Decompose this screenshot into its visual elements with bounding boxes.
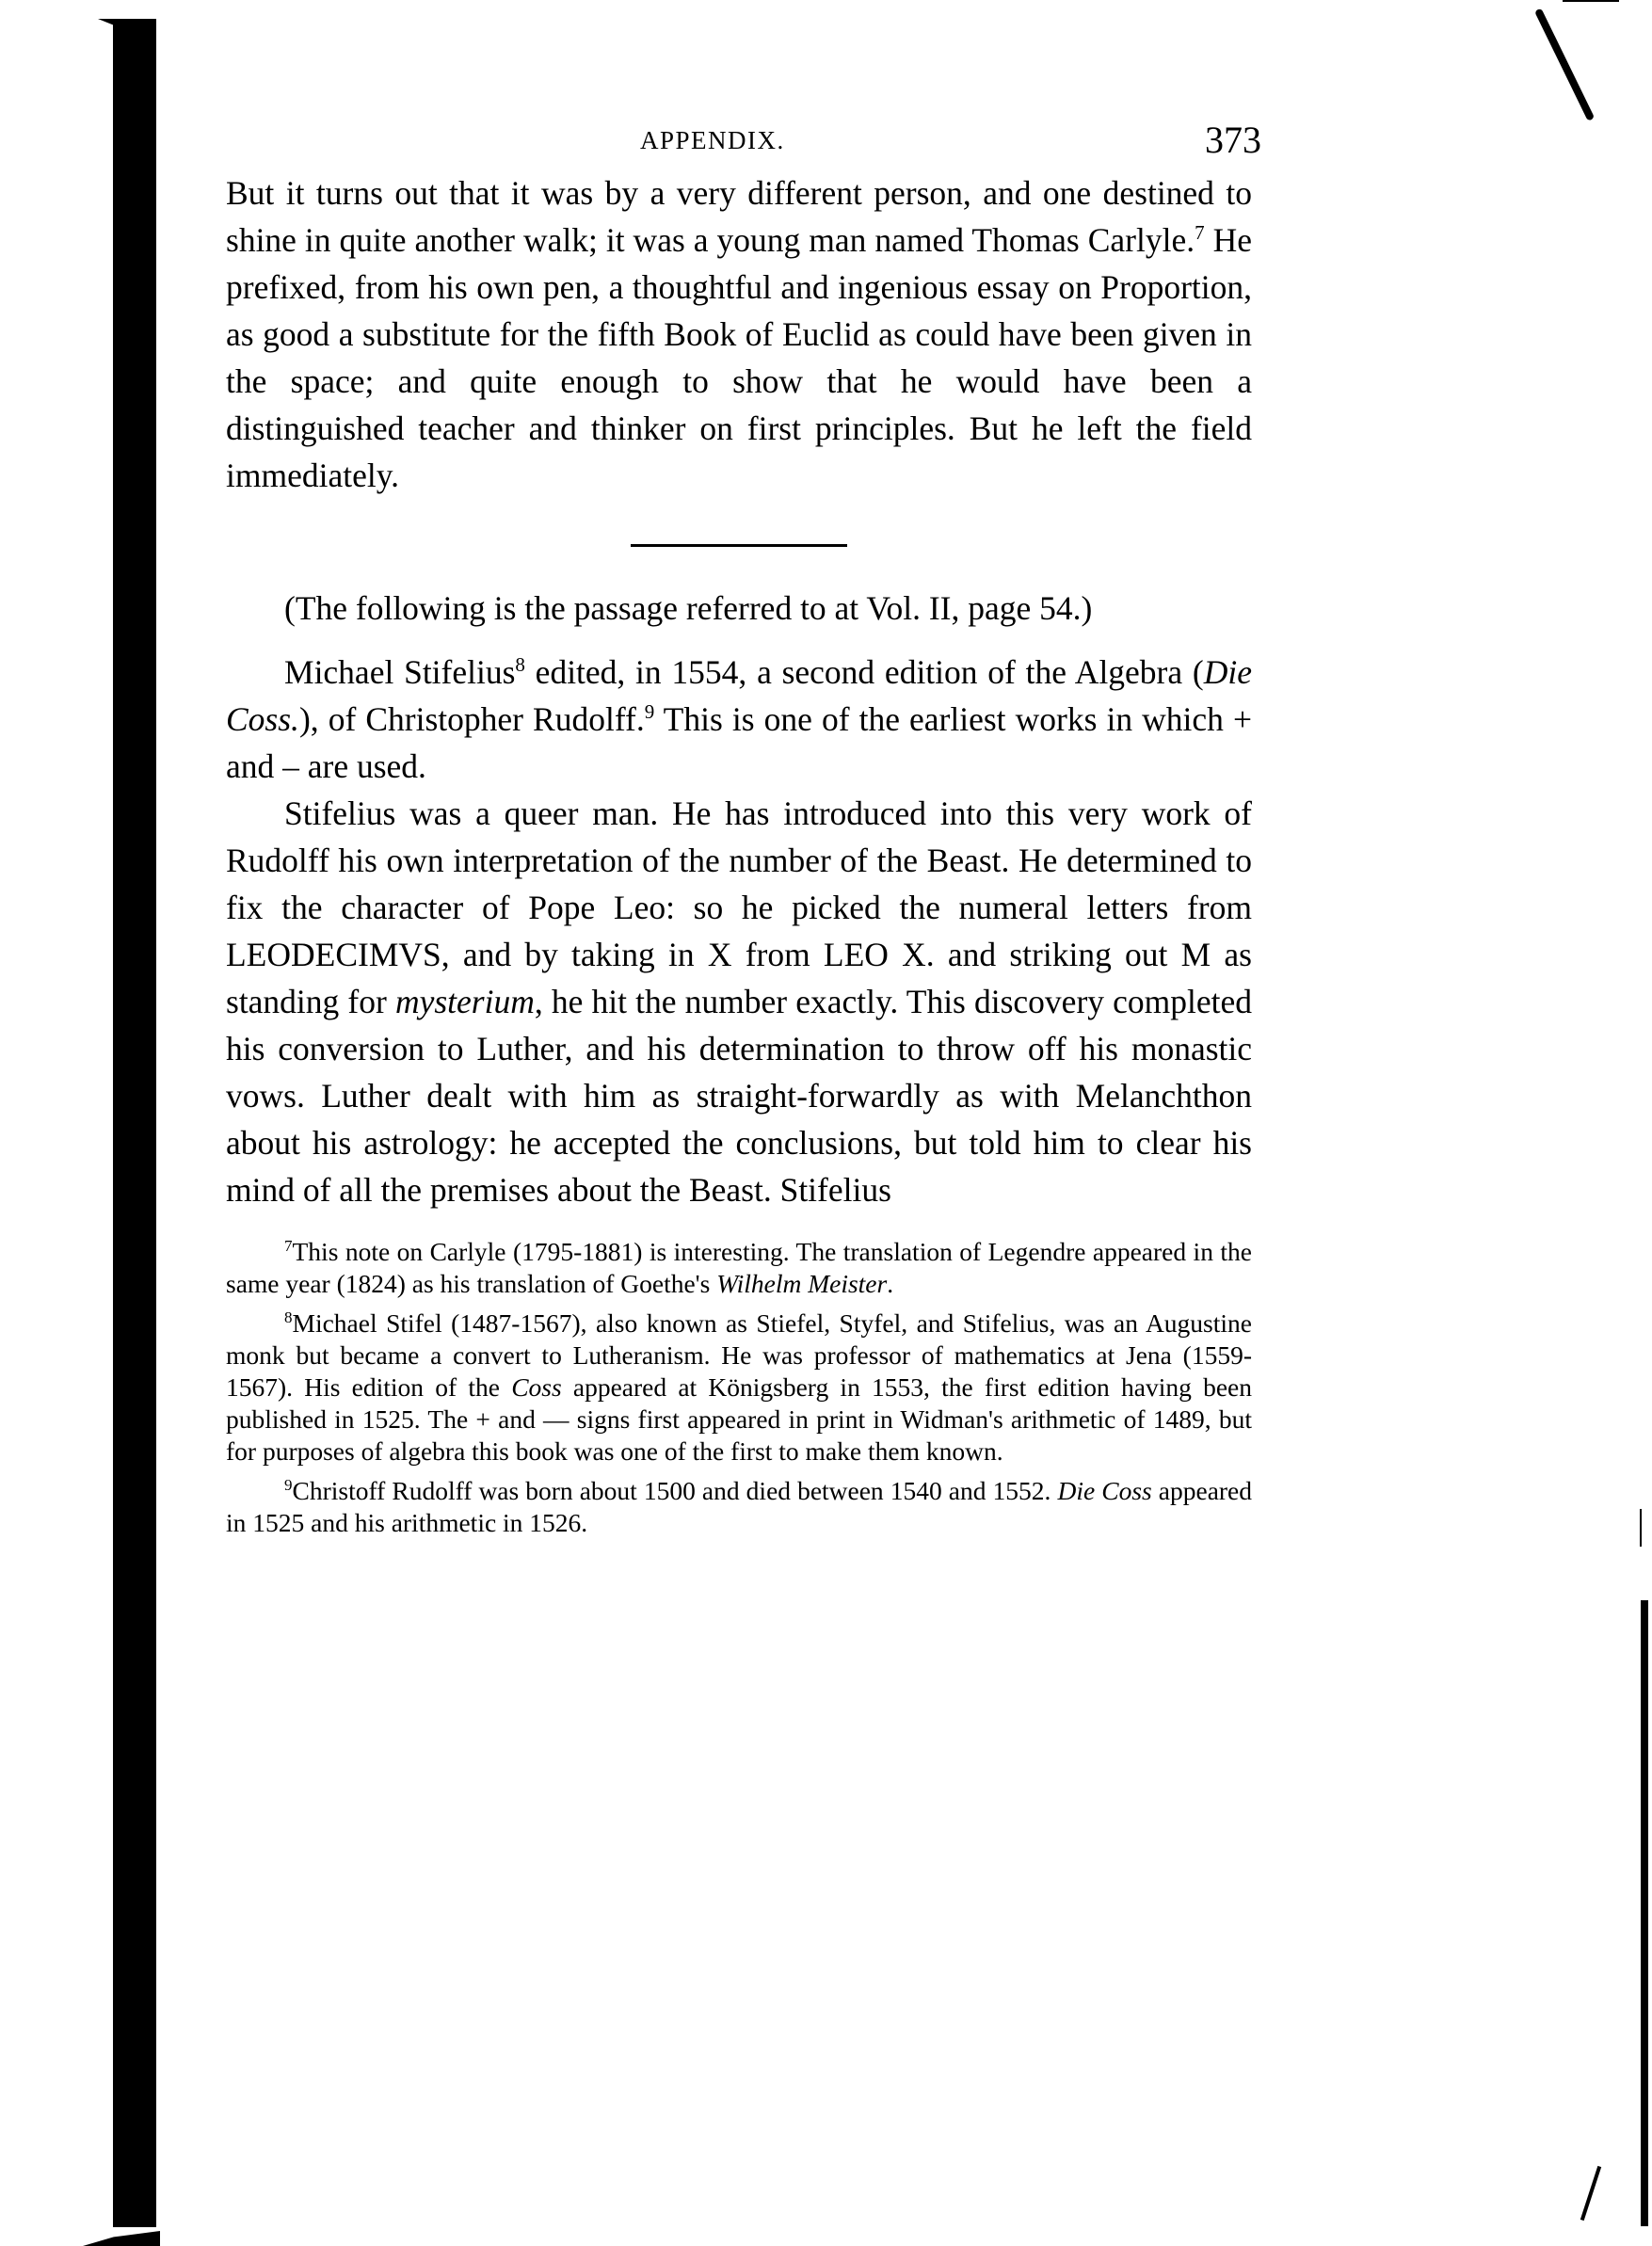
footnote-marker: 8 (284, 1307, 293, 1326)
scan-edge-line (1563, 0, 1619, 2)
footnote-ref-9: 9 (644, 700, 655, 724)
main-text (226, 169, 1252, 1213)
italic-term: mysterium (394, 983, 535, 1020)
footnote-marker: 7 (284, 1236, 293, 1255)
book-page (226, 113, 1261, 1547)
running-head-title: APPENDIX. (640, 126, 785, 154)
running-head (226, 113, 1261, 169)
scan-edge-tick (1640, 1509, 1642, 1547)
page-number: 373 (1205, 119, 1261, 161)
footnote-text: Christoff Rudolff was born about 1500 and died between 1540 and 1552. (292, 1476, 1058, 1505)
paragraph-text: Michael Stifelius (284, 653, 516, 691)
footnote-text: appeared in 1525 and his arithmetic in 1526. (226, 1476, 1253, 1537)
scan-right-edge (1641, 1600, 1648, 2226)
footnote-text: appeared at Königsberg in 1553, the first edition having been published in 1525. The + and — signs first appeared in print in Widman's arithmetic of 1489, but for purposes of algebra this book was one of the first to make them known. (226, 1372, 1252, 1466)
italic-title: Die Coss (1057, 1476, 1152, 1505)
footnote-ref-7: 7 (1195, 221, 1205, 245)
footnote-8 (226, 1307, 1252, 1468)
paragraph-text: edited, in 1554, a second edition of the Algebra ( (524, 653, 1204, 691)
paragraph-stifelius-beast (226, 790, 1252, 1213)
binding-shadow-foot (83, 2231, 160, 2246)
footnote-7 (226, 1236, 1252, 1300)
paragraph-text: , he hit the number exactly. This discovery completed his conversion to Luther, and his determination to throw off his monastic vows. Luther dealt with him as straight-forwardly as with Melanchthon about his astrology: he accepted the conclusions, but told him to clear his mind of all the premises about the Beast. Stifelius (226, 983, 1253, 1209)
paragraph-text: This is one of the earliest works in which + and – are used. (226, 700, 1252, 785)
italic-title: Wilhelm Meister (716, 1269, 888, 1298)
paragraph-text: ), of Christopher Rudolff. (298, 700, 645, 738)
footnote-marker: 9 (284, 1475, 293, 1494)
binding-shadow (113, 19, 156, 2227)
paragraph-stifelius-edition (226, 649, 1252, 790)
footnotes (226, 1236, 1252, 1539)
footnote-text: Michael Stifel (1487-1567), also known as Stiefel, Styfel, and Stifelius, was an Augustine monk but became a convert to Lutheranism. He was professor of mathematics at Jena (1559-1567). His edition of the (226, 1308, 1252, 1402)
footnote-9 (226, 1475, 1252, 1539)
section-note: (The following is the passage referred to at Vol. II, page 54.) (284, 589, 1093, 627)
italic-title: Coss (511, 1372, 562, 1402)
scan-mark (1580, 2166, 1601, 2221)
paragraph-carlyle (226, 169, 1252, 499)
footnote-text: This note on Carlyle (1795-1881) is interesting. The translation of Legendre appeared in the same year (1824) as his translation of Goethe's (226, 1237, 1252, 1298)
footnote-ref-8: 8 (515, 653, 525, 677)
paragraph-text: Stifelius was a queer man. He has introduced into this very work of Rudolff his own interpretation of the number of the Beast. He determined to fix the character of Pope Leo: so he picked the numeral letters from LEODECIMVS, and by taking in X from LEO X. and striking out M as standing for (226, 794, 1252, 1020)
scan-corner-mark (1534, 8, 1595, 120)
footnote-text: . (887, 1269, 894, 1298)
paragraph-text: He prefixed, from his own pen, a thoughtful and ingenious essay on Proportion, as good a substitute for the fifth Book of Euclid as could have been given in the space; and quite enough to show that he would have been a distinguished teacher and thinker on first principles. But he left the field immediately. (226, 221, 1252, 494)
paragraph-text: But it turns out that it was by a very different person, and one destined to shine in quite another walk; it was a young man named Thomas Carlyle. (226, 174, 1252, 259)
italic-title: Die Coss. (226, 653, 1252, 738)
